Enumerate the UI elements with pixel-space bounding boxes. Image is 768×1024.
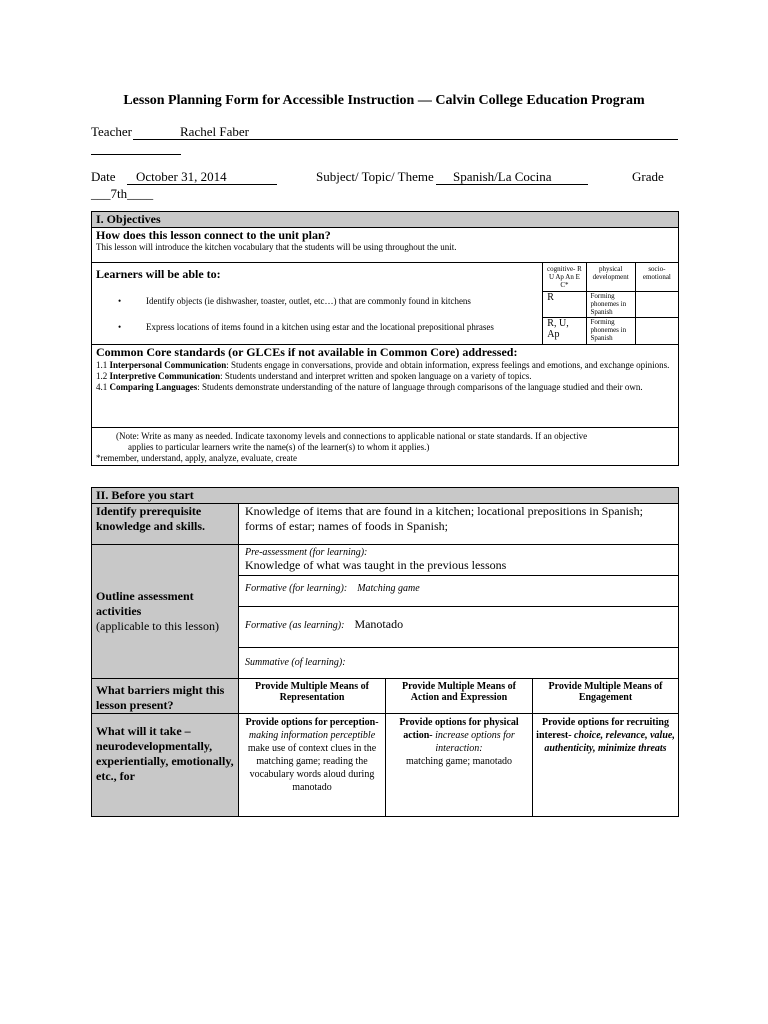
action-text: matching game; manotado: [405, 756, 513, 767]
engagement-option: Provide options for recruiting interest- choice, relevance, value, authenticity, minimize threats: [536, 717, 675, 754]
teacher-name: Rachel Faber: [180, 124, 249, 139]
teacher-label: Teacher: [91, 124, 132, 139]
note-line: applies to particular learners write the name(s) of the learner(s) to whom it applies.): [128, 441, 430, 452]
date-value: October 31, 2014: [136, 169, 227, 184]
action-option: Provide options for physical action- increase options for interaction:: [399, 717, 519, 754]
summative-label: Summative (of learning):: [245, 657, 346, 668]
action-header: Provide Multiple Means of Action and Expression: [386, 679, 533, 714]
barriers-label: What barriers might this lesson present?: [92, 679, 239, 714]
prereq-text: Knowledge of items that are found in a kitchen; locational prepositions in Spanish; forms of estar; names of foods in Spanish;: [239, 504, 679, 545]
teacher-underline: [91, 140, 181, 155]
objectives-header: I. Objectives: [92, 212, 679, 228]
common-core-header: Common Core standards (or GLCEs if not available in Common Core) addressed:: [96, 344, 518, 359]
what-will-it-take-label: What will it take – neurodevelopmentally, experientially, emotionally, etc., for: [92, 714, 239, 817]
objective-cognitive: R, U, Ap: [543, 318, 586, 345]
assessment-sub: (applicable to this lesson): [96, 619, 219, 633]
col-physical: physical development: [586, 263, 635, 292]
learners-label: Learners will be able to:: [96, 267, 221, 281]
grade-value: ___7th____: [91, 186, 154, 201]
before-header: II. Before you start: [92, 488, 679, 504]
representation-header: Provide Multiple Means of Representation: [239, 679, 386, 714]
pre-assessment-text: Knowledge of what was taught in the previous lessons: [245, 558, 507, 572]
before-you-start-table: [91, 487, 679, 817]
standard-item: 1.2 Interpretive Communication: Students understand and interpret written and spoken language on a variety of topics.: [96, 370, 532, 381]
standard-item: 1.1 Interpersonal Communication: Students engage in conversations, provide and obtain information, express feelings and emotions, and exchange opinions.: [96, 359, 670, 370]
objective-text: Identify objects (ie dishwasher, toaster, outlet, etc…) that are commonly found in kitchens: [146, 295, 471, 306]
date-subject-row: [91, 169, 681, 201]
standard-item: 4.1 Comparing Languages: Students demonstrate understanding of the nature of language through comparisons of the language studied and their own.: [96, 381, 643, 392]
formative-as-label: Formative (as learning):: [245, 620, 345, 631]
grade-label: Grade: [632, 169, 664, 184]
objective-item: • Identify objects (ie dishwasher, toaster, outlet, etc…) that are commonly found in kitchens: [92, 292, 543, 318]
subject-label: Subject/ Topic/ Theme: [316, 169, 434, 184]
prereq-label: Identify prerequisite knowledge and skills.: [92, 504, 239, 545]
objective-item: • Express locations of items found in a kitchen using estar and the locational prepositional phrases: [92, 318, 543, 345]
objective-text: Express locations of items found in a kitchen using estar and the locational prepositional phrases: [146, 321, 494, 332]
formative-for-label: Formative (for learning):: [245, 583, 348, 594]
objectives-table: [91, 211, 679, 466]
teacher-row: [91, 124, 249, 140]
objective-physical: Forming phonemes in Spanish: [586, 318, 635, 345]
formative-as-text: Manotado: [354, 617, 404, 631]
objective-physical: Forming phonemes in Spanish: [586, 292, 635, 318]
formative-for-text: Matching game: [357, 583, 420, 594]
assessment-label: Outline assessment activities: [96, 589, 194, 618]
date-label: Date: [91, 169, 116, 184]
unit-plan-question: How does this lesson connect to the unit plan?: [96, 228, 331, 242]
form-title: Lesson Planning Form for Accessible Instruction — Calvin College Education Program: [123, 93, 645, 108]
taxonomy-note: *remember, understand, apply, analyze, evaluate, create: [96, 452, 297, 463]
unit-plan-answer: This lesson will introduce the kitchen vocabulary that the students will be using throughout the unit.: [96, 242, 457, 252]
subject-value: Spanish/La Cocina: [453, 169, 552, 184]
representation-text: make use of context clues in the matching game; reading the vocabulary words aloud during manotado: [247, 743, 377, 793]
note-line: (Note: Write as many as needed. Indicate taxonomy levels and connections to applicable national or state standards. If an objective: [116, 430, 588, 441]
objective-cognitive: R: [543, 292, 586, 318]
col-socio: socio- emotional: [635, 263, 678, 292]
engagement-header: Provide Multiple Means of Engagement: [533, 679, 679, 714]
col-cognitive: cognitive- R U Ap An E C*: [543, 263, 586, 292]
pre-assessment-label: Pre-assessment (for learning):: [245, 547, 368, 558]
representation-option: Provide options for perception- making information perceptible: [245, 717, 379, 741]
